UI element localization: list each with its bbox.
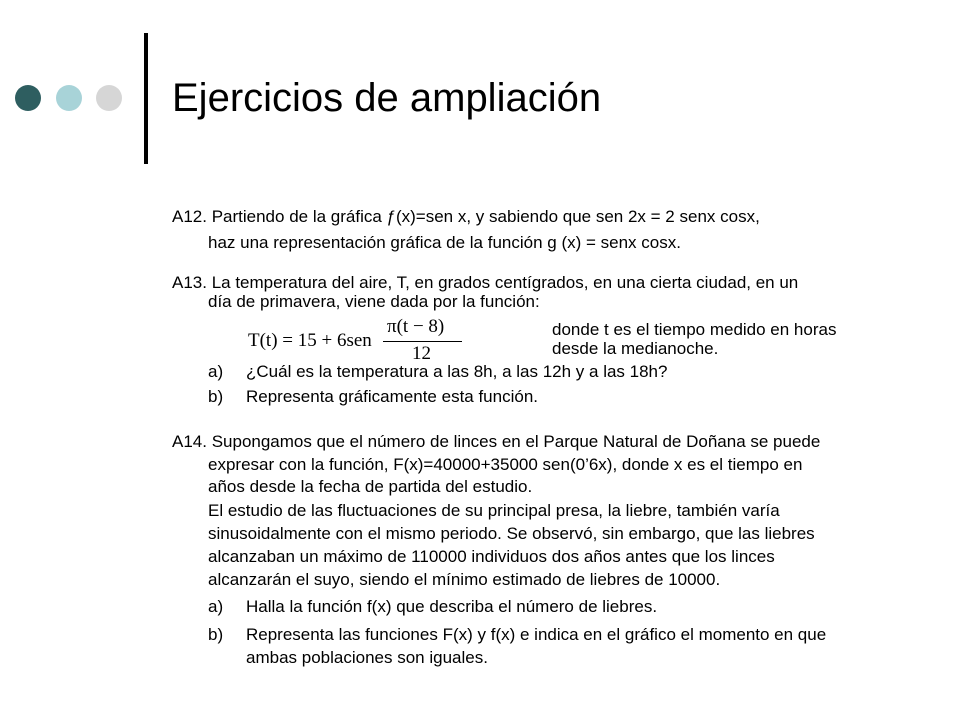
a14-item-b-marker: b) bbox=[208, 625, 224, 644]
decorative-dot-dark bbox=[15, 85, 41, 111]
formula-left: T(t) = 15 + 6sen bbox=[248, 330, 372, 351]
a14-para2-line-2: sinusoidalmente con el mismo periodo. Se observó, sin embargo, que las liebres bbox=[208, 524, 815, 543]
a13-note-line-1: donde t es el tiempo medido en horas bbox=[552, 320, 837, 339]
formula-denominator: 12 bbox=[412, 343, 431, 364]
title-divider-bar bbox=[144, 33, 148, 164]
decorative-dot-light-blue bbox=[56, 85, 82, 111]
a13-note-line-2: desde la medianoche. bbox=[552, 339, 719, 358]
formula-numerator: π(t − 8) bbox=[387, 316, 445, 337]
a13-item-a-marker: a) bbox=[208, 362, 224, 381]
a12-line-1: A12. Partiendo de la gráfica ƒ(x)=sen x, y sabiendo que sen 2x = 2 senx cosx, bbox=[172, 207, 760, 226]
a14-line-3: años desde la fecha de partida del estudio. bbox=[208, 477, 533, 496]
a14-para2-line-3: alcanzaban un máximo de 110000 individuos dos años antes que los linces bbox=[208, 547, 775, 566]
a12-line-2: haz una representación gráfica de la función g (x) = senx cosx. bbox=[208, 233, 681, 252]
a13-line-2: día de primavera, viene dada por la función: bbox=[208, 292, 540, 311]
a13-item-a-text: ¿Cuál es la temperatura a las 8h, a las 12h y a las 18h? bbox=[246, 362, 668, 381]
a13-item-b-marker: b) bbox=[208, 387, 224, 406]
a14-item-a-text: Halla la función f(x) que describa el número de liebres. bbox=[246, 597, 658, 616]
a14-item-b-text-cont: ambas poblaciones son iguales. bbox=[246, 648, 488, 667]
a13-item-b-text: Representa gráficamente esta función. bbox=[246, 387, 539, 406]
a14-line-1: A14. Supongamos que el número de linces en el Parque Natural de Doñana se puede bbox=[172, 432, 821, 451]
a14-item-a-marker: a) bbox=[208, 597, 224, 616]
decorative-dot-gray bbox=[96, 85, 122, 111]
a13-line-1: A13. La temperatura del aire, T, en grados centígrados, en una cierta ciudad, en un bbox=[172, 273, 799, 292]
a14-para2-line-1: El estudio de las fluctuaciones de su principal presa, la liebre, también varía bbox=[208, 501, 780, 520]
a14-line-2: expresar con la función, F(x)=40000+35000 sen(0’6x), donde x es el tiempo en bbox=[208, 455, 803, 474]
slide-title: Ejercicios de ampliación bbox=[172, 76, 602, 120]
a14-item-b-text: Representa las funciones F(x) y f(x) e indica en el gráfico el momento en que bbox=[246, 625, 827, 644]
a14-para2-line-4: alcanzarán el suyo, siendo el mínimo estimado de liebres de 10000. bbox=[208, 570, 721, 589]
formula-fraction-bar bbox=[383, 341, 462, 342]
